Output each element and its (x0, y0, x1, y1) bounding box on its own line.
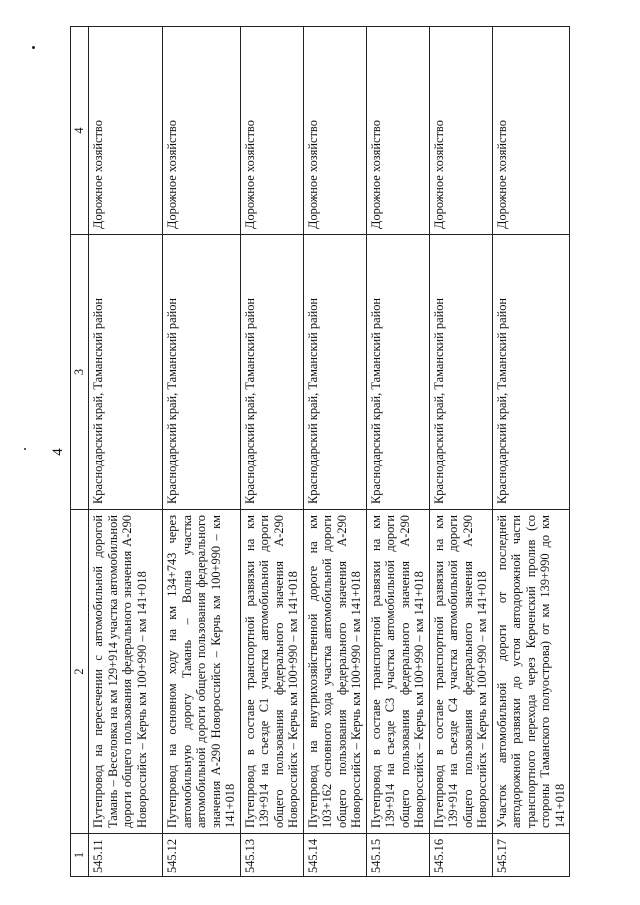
objects-table (70, 26, 570, 877)
row-location: Краснодарский край, Таманский район (240, 235, 303, 510)
row-location: Краснодарский край, Таманский район (303, 235, 366, 510)
table-row (89, 27, 163, 877)
row-number: 545.14 (303, 834, 366, 877)
row-description: Путепровод на основном ходу на км 134+743 через автомобильную дорогу Тамань – Волна участка автомобильной дороги общего пользования федерального значения А-290 Новороссийск – Керчь км 100+990 – км 141+018 (163, 510, 241, 834)
row-location: Краснодарский край, Таманский район (492, 235, 570, 510)
row-description: Путепровод на пересечении с автомобильной дорогой Тамань – Веселовка на км 129+914 участка автомобильной дороги общего пользования федерального значения А-290 Новороссийск – Керчь км 100+990 – км 141+018 (89, 510, 163, 834)
row-purpose: Дорожное хозяйство (366, 27, 429, 235)
table-row (303, 27, 366, 877)
header-col-3: 3 (71, 235, 89, 510)
table-row (240, 27, 303, 877)
row-number: 545.11 (89, 834, 163, 877)
table-row (163, 27, 241, 877)
row-purpose: Дорожное хозяйство (163, 27, 241, 235)
row-number: 545.17 (492, 834, 570, 877)
scan-speck (24, 448, 26, 450)
table-header-row (71, 27, 89, 877)
header-col-2: 2 (71, 510, 89, 834)
row-purpose: Дорожное хозяйство (492, 27, 570, 235)
table-row (429, 27, 492, 877)
header-col-1: 1 (71, 834, 89, 877)
row-location: Краснодарский край, Таманский район (366, 235, 429, 510)
row-number: 545.13 (240, 834, 303, 877)
row-description: Путепровод в составе транспортной развязки на км 139+914 на съезде С3 участка автомобильной дороги общего пользования федерального значения А-290 Новороссийск – Керчь км 100+990 – км 141+018 (366, 510, 429, 834)
page-number: 4 (50, 448, 66, 456)
row-number: 545.16 (429, 834, 492, 877)
row-number: 545.15 (366, 834, 429, 877)
row-purpose: Дорожное хозяйство (240, 27, 303, 235)
row-number: 545.12 (163, 834, 241, 877)
table-row (366, 27, 429, 877)
table-row (492, 27, 570, 877)
row-location: Краснодарский край, Таманский район (163, 235, 241, 510)
row-description: Участок автомобильной дороги от последней автодорожной развязки до устоя автодорожной части транспортного перехода через Керченский пролив (со стороны Таманского полуострова) от км 139+990 до км 141+018 (492, 510, 570, 834)
row-location: Краснодарский край, Таманский район (89, 235, 163, 510)
row-description: Путепровод на внутрихозяйственной дороге на км 103+162 основного хода участка автомобильной дороги общего пользования федерального значения А-290 Новороссийск – Керчь км 100+990 – км 141+018 (303, 510, 366, 834)
row-location: Краснодарский край, Таманский район (429, 235, 492, 510)
row-purpose: Дорожное хозяйство (89, 27, 163, 235)
row-description: Путепровод в составе транспортной развязки на км 139+914 на съезде С4 участка автомобильной дороги общего пользования федерального значения А-290 Новороссийск – Керчь км 100+990 – км 141+018 (429, 510, 492, 834)
rotated-page (28, 27, 592, 877)
row-purpose: Дорожное хозяйство (429, 27, 492, 235)
row-description: Путепровод в составе транспортной развязки на км 139+914 на съезде С1 участка автомобильной дороги общего пользования федерального значения А-290 Новороссийск – Керчь км 100+990 – км 141+018 (240, 510, 303, 834)
row-purpose: Дорожное хозяйство (303, 27, 366, 235)
header-col-4: 4 (71, 27, 89, 235)
